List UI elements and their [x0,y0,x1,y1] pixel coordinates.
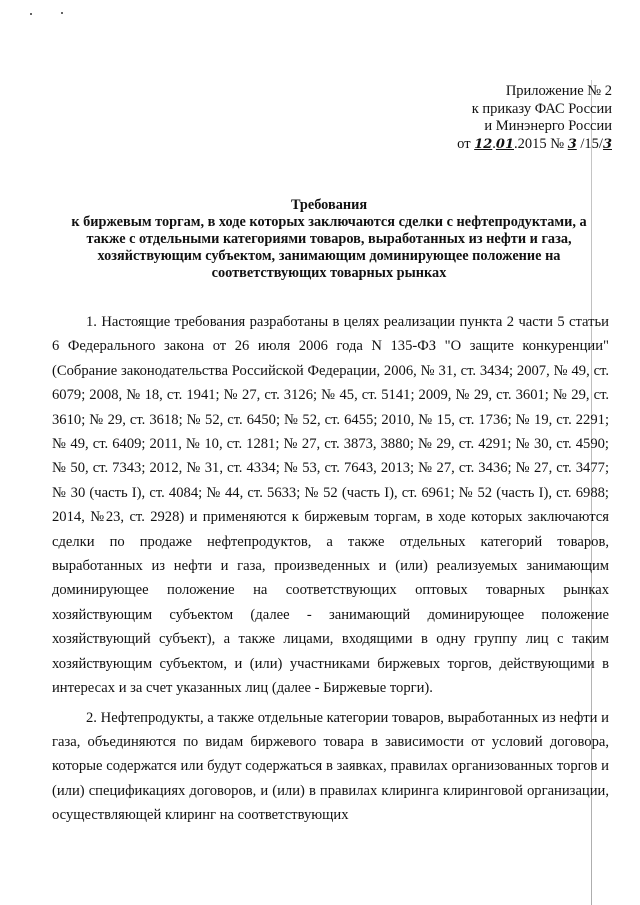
document-heading [44,197,614,282]
appendix-label: Приложение № 2 [505,83,612,99]
handwritten-month: 01 [495,136,514,152]
heading-line: соответствующих товарных рынках [211,264,447,281]
date-year: .2015 № [514,135,568,152]
heading-line: хозяйствующим субъектом, занимающим доминирующее положение на [97,247,561,264]
handwritten-day: 12 [474,136,493,152]
ministry-line: и Минэнерго России [484,118,612,135]
handwritten-order-suffix: 3 [602,136,612,152]
date-prefix: от [457,135,475,152]
heading-line: к биржевым торгам, в ходе которых заключаются сделки с нефтепродуктами, а [71,213,587,230]
scan-speck [61,12,63,14]
document-body [52,310,609,828]
approval-block [457,83,612,153]
order-ref-line: к приказу ФАС России [471,100,612,117]
handwritten-order-number: 3 [567,136,577,152]
paragraph-2: 2. Нефтепродукты, а также отдельные категории товаров, выработанных из нефти и газа, объединяются по видам биржевого товара в зависимости от условий договора, которые содержатся или будут содержаться в заявках, правилах организованных торгов и (или) спецификациях договоров, и (или) в правилах клиринга клиринговой организации, осуществляющей клиринг на соответствующих [52,709,609,824]
paragraph-1: 1. Настоящие требования разработаны в целях реализации пункта 2 части 5 статьи 6 Федерального закона от 26 июля 2006 года N 135-ФЗ "О защите конкуренции" (Собрание законодательства Российской Федерации, 2006, № 31, ст. 3434; 2007, № 49, ст. 6079; 2008, № 18, ст. 1941; № 27, ст. 3126; № 45, ст. 5141; 2009, № 29, ст. 3601; № 29, ст. 3610; № 29, ст. 3618; № 52, ст. 6450; № 52, ст. 6455; 2010, № 15, ст. 1736; № 19, ст. 2291; № 49, ст. 6409; 2011, № 10, ст. 1281; № 27, ст. 3873, 3880; № 29, ст. 4291; № 30, ст. 4590; № 50, ст. 7343; 2012, № 31, ст. 4334; № 53, ст. 7643, 2013; № 27, ст. 3436; № 27, ст. 3477; № 30 (часть I), ст. 4084; № 44, ст. 5633; № 52 (часть I), ст. 6961; № 52 (часть I), ст. 6988; 2014, №23, ст. 2928) и применяются к биржевым торгам, в ходе которых заключаются сделки по продаже нефтепродуктов, а также отдельных категорий товаров, выработанных из нефти и газа, произведенных и (или) реализуемых занимающим доминирующее положение на соответствующих оптовых товарных рынках хозяйствующим субъектом (далее - занимающий доминирующее положение хозяйствующий субъект), а также лицами, входящими в одну группу лиц с таким хозяйствующим субъектом, и (или) участниками биржевых торгов, действующими в интересах и за счет указанных лиц (далее - Биржевые торги). [52,314,609,697]
date-separator: . [492,135,496,152]
heading-title: Требования [290,197,368,213]
order-number-middle: /15/ [576,135,603,152]
scan-speck [30,13,32,15]
heading-line: также с отдельными категориями товаров, выработанных из нефти и газа, [86,230,572,247]
order-date-line [457,136,612,154]
